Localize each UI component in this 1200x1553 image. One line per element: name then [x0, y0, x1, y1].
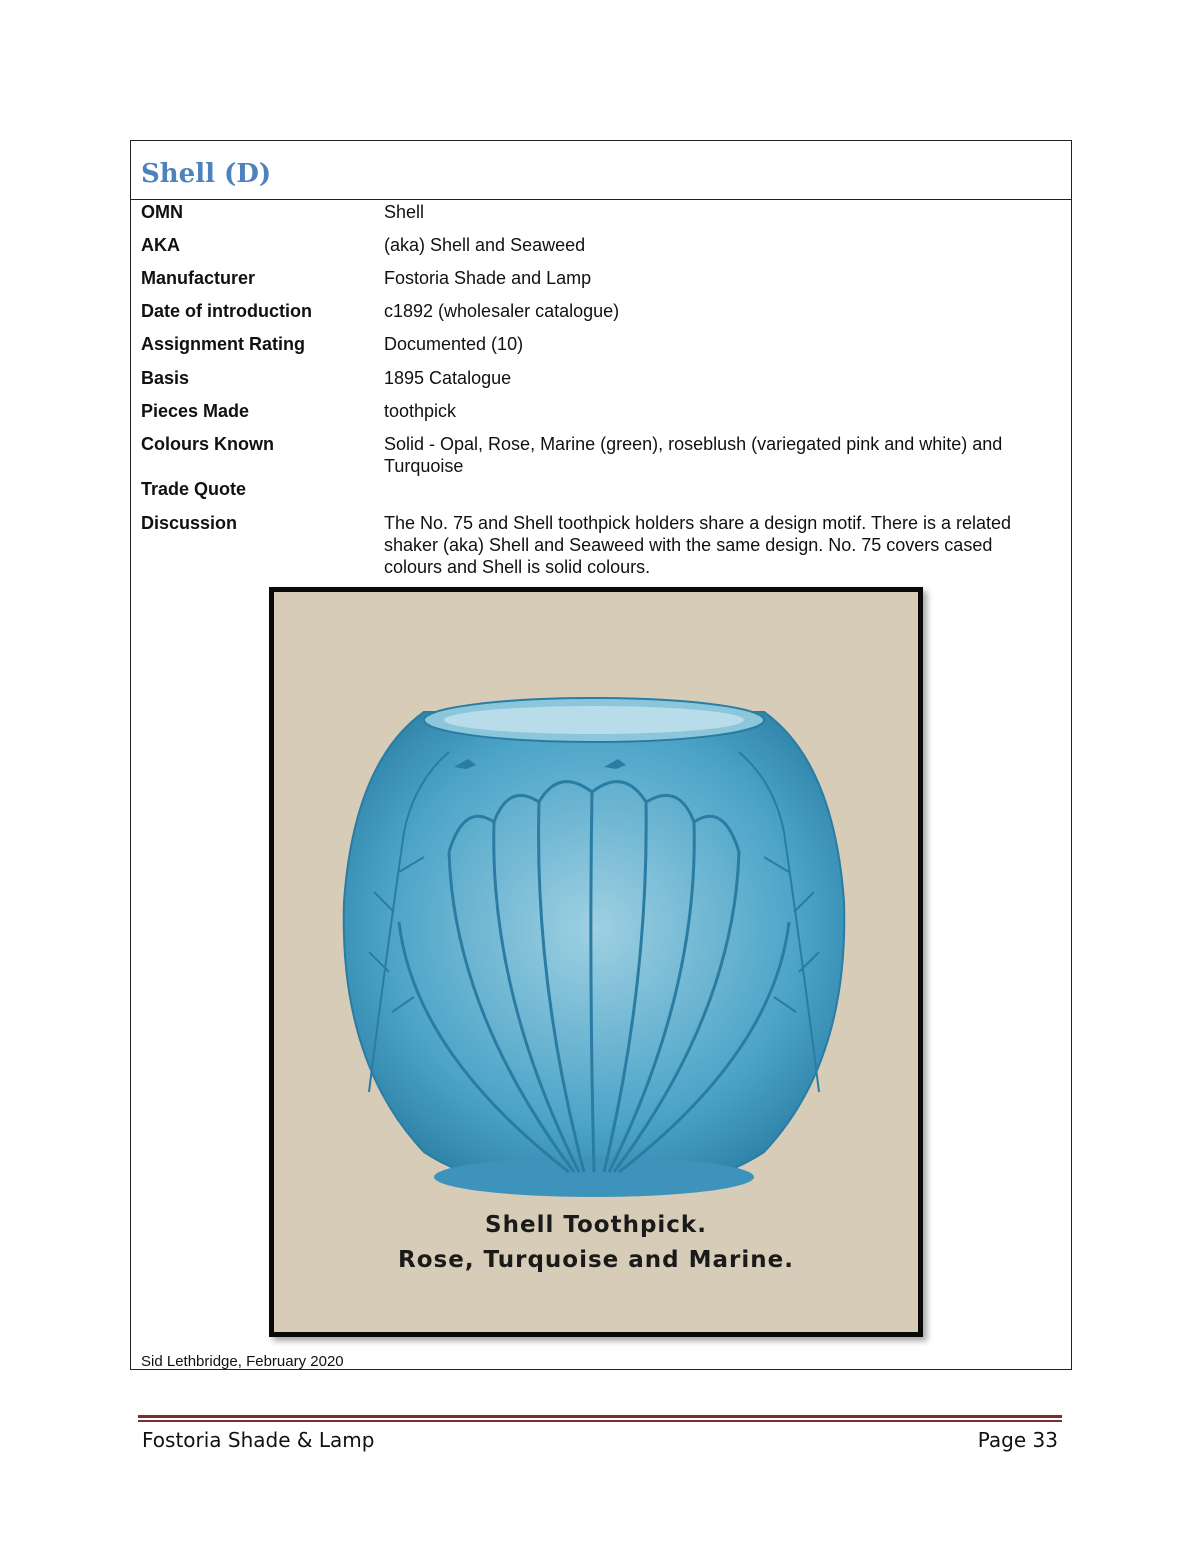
- field-value: (aka) Shell and Seaweed: [384, 235, 586, 255]
- footer-divider: [138, 1415, 1062, 1418]
- field-value: 1895 Catalogue: [384, 368, 512, 388]
- field-label: OMN: [141, 202, 183, 222]
- catalogue-image: [269, 587, 923, 1337]
- field-label: Colours Known: [141, 434, 274, 454]
- field-value: Solid - Opal, Rose, Marine (green), roseblush (variegated pink and white) and Turquoise: [384, 434, 1003, 476]
- image-caption-title: Shell Toothpick.: [485, 1212, 707, 1238]
- footer-divider-secondary: [138, 1420, 1062, 1422]
- field-label: Manufacturer: [141, 268, 256, 288]
- image-caption-colours: Rose, Turquoise and Marine.: [398, 1247, 794, 1273]
- field-label: Pieces Made: [141, 401, 250, 421]
- field-value: Shell: [384, 202, 425, 222]
- page-number: Page 33: [977, 1428, 1058, 1452]
- field-label: Assignment Rating: [141, 334, 306, 354]
- page-title: Shell (D): [141, 159, 272, 189]
- field-label: Trade Quote: [141, 479, 247, 499]
- title-divider: [131, 199, 1071, 200]
- field-value: Fostoria Shade and Lamp: [384, 268, 592, 288]
- field-value: toothpick: [384, 401, 457, 421]
- footer-title: Fostoria Shade & Lamp: [142, 1428, 375, 1452]
- field-label: AKA: [141, 235, 180, 255]
- field-label: Date of introduction: [141, 301, 312, 321]
- field-value: Documented (10): [384, 334, 524, 354]
- record-card: [130, 140, 1072, 1370]
- field-value: c1892 (wholesaler catalogue): [384, 301, 620, 321]
- field-value: The No. 75 and Shell toothpick holders share a design motif. There is a related shaker (aka) Shell and Seaweed with the same design. No. 75 covers cased colours and Shell is solid colours.: [384, 513, 1012, 577]
- author-credit: Sid Lethbridge, February 2020: [141, 1353, 344, 1370]
- field-label: Basis: [141, 368, 190, 388]
- field-label: Discussion: [141, 513, 238, 533]
